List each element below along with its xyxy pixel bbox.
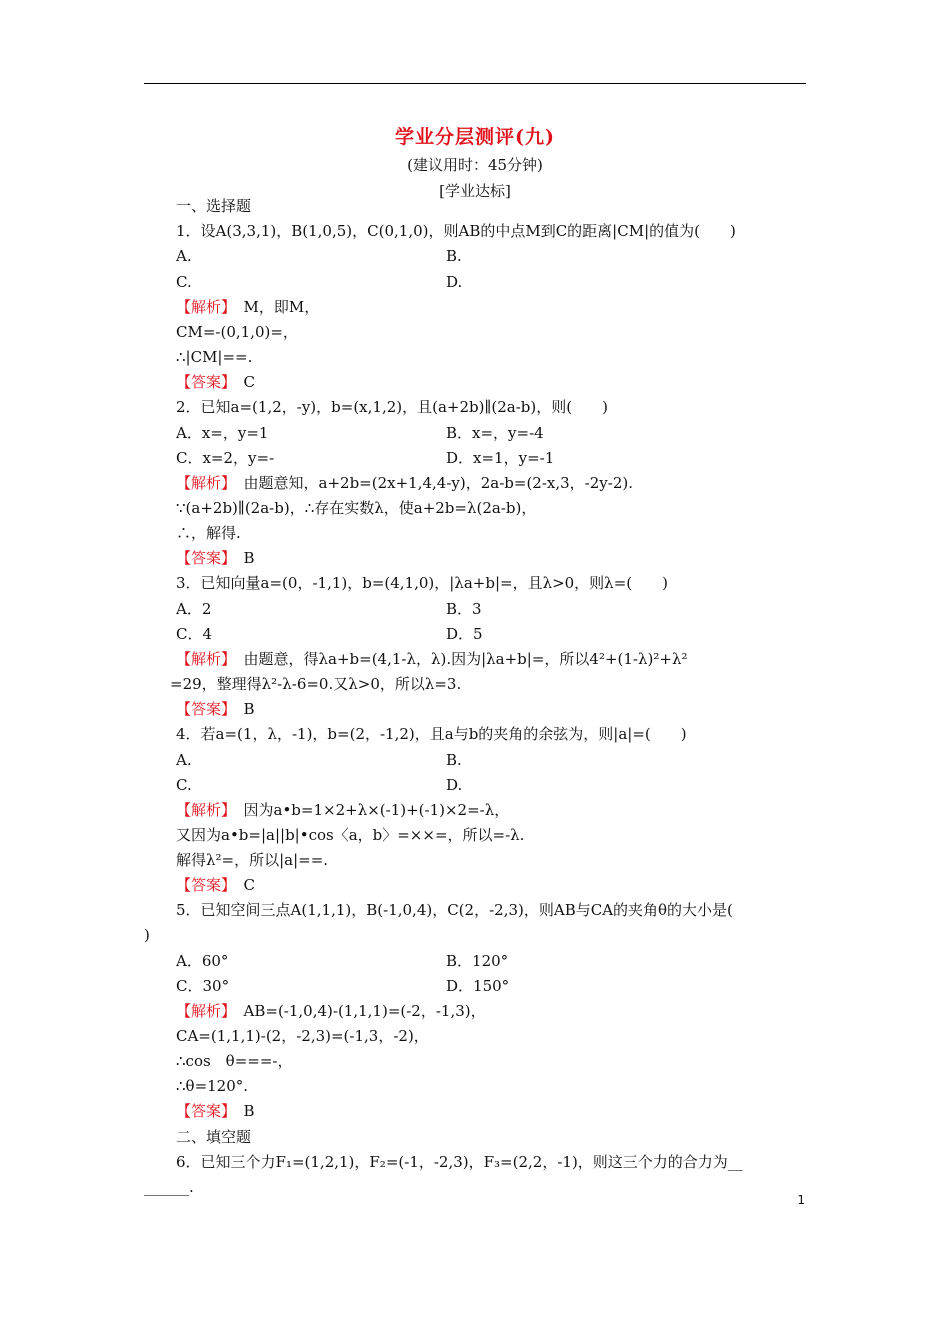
line-text: M，即M， [228,298,320,316]
answer-line [176,800,509,820]
line-text: AB=(-1,0,4)-(1,1,1)=(-2，-1,3)， [228,1002,486,1020]
section-label: [学业达标] [439,182,511,200]
line-text: ∴θ=120°. [176,1077,249,1095]
text-line [176,573,668,593]
line-text: ∴cos θ===-， [176,1052,293,1070]
answer-line [176,699,255,719]
text-line [176,750,192,770]
line-text: C．30° [176,977,230,995]
label-tag: 【解析】 [176,474,229,492]
answer-line [176,875,255,895]
line-text: A. [176,751,192,769]
choice-option: D. [446,776,463,794]
line-text: ∴，解得. [176,524,241,542]
line-text: CA=(1,1,1)-(2，-2,3)=(-1,3，-2)， [176,1027,429,1045]
answer-line [176,473,633,493]
text-line [176,850,328,870]
line-text: B [228,700,255,718]
text-line [176,624,212,644]
line-text: ______. [144,1178,194,1196]
line-text: C．x=2，y=- [176,449,275,467]
text-line [176,775,192,795]
line-text: A. [176,247,192,265]
text-line [176,246,192,266]
text-line [176,599,211,619]
page-title: 学业分层测评(九) [395,126,555,148]
text-line [176,724,687,744]
line-text: 一、选择题 [176,197,252,215]
header-rule [144,83,806,84]
line-text: 二、填空题 [176,1128,252,1146]
line-text: 又因为a•b=|a||b|•cos〈a，b〉=××=，所以=-λ. [176,826,525,844]
line-text: C. [176,776,192,794]
line-text: A．2 [176,600,212,618]
text-line [176,1076,248,1096]
line-text: C [228,876,255,894]
label-tag: 【答案】 [176,549,229,567]
answer-line [176,372,255,392]
line-text: CM=-(0,1,0)=， [176,323,298,341]
line-text: 3．已知向量a=(0，-1,1)，b=(4,1,0)，|λa+b|=，且λ>0，则λ=( ) [176,574,668,592]
text-line [176,196,251,216]
text-line [176,498,536,518]
choice-option: B．3 [446,600,482,618]
text-line [176,221,736,241]
label-tag: 【解析】 [176,1002,229,1020]
choice-option: D．x=1，y=-1 [446,449,555,467]
answer-line [176,1001,486,1021]
text-line [176,1026,429,1046]
choice-option: D．150° [446,977,510,995]
line-text: C. [176,273,192,291]
line-text: 1．设A(3,3,1)，B(1,0,5)，C(0,1,0)，则AB的中点M到C的距离|CM|的值为( ) [176,222,736,240]
line-text: 2．已知a=(1,2，-y)，b=(x,1,2)，且(a+2b)∥(2a-b)，则( ) [176,398,608,416]
text-line [176,347,252,367]
choice-option: D．5 [446,625,483,643]
text-line [176,423,268,443]
line-text: B [228,1102,255,1120]
line-text: B [228,549,255,567]
text-line [176,951,228,971]
text-line [176,1127,251,1147]
line-text: 4．若a=(1，λ，-1)，b=(2，-1,2)，且a与b的夹角的余弦为，则|a|=( ) [176,725,687,743]
page-number: 1 [797,1193,805,1207]
label-tag: 【答案】 [176,1102,229,1120]
choice-option: B．x=，y=-4 [446,424,544,442]
text-line [144,1177,194,1197]
choice-option: B．120° [446,952,509,970]
text-line [176,397,608,417]
text-line [176,272,192,292]
choice-option: B. [446,751,462,769]
choice-option: D. [446,273,463,291]
text-line [176,523,241,543]
label-tag: 【解析】 [176,298,229,316]
label-tag: 【解析】 [176,650,229,668]
line-text: 解得λ²=，所以|a|==. [176,851,329,869]
label-tag: 【答案】 [176,373,229,391]
line-text: ) [144,926,150,944]
line-text: C [228,373,255,391]
suggested-time: (建议用时：45分钟) [407,156,543,174]
text-line [176,322,298,342]
text-line [144,925,150,945]
line-text: ∴|CM|==. [176,348,253,366]
label-tag: 【答案】 [176,700,229,718]
line-text: 由题意，得λa+b=(4,1-λ，λ).因为|λa+b|=，所以4²+(1-λ)²+λ² [228,650,688,668]
line-text: 由题意知，a+2b=(2x+1,4,4-y)，2a-b=(2-x,3，-2y-2). [228,474,634,492]
answer-line [176,649,687,669]
line-text: 因为a•b=1×2+λ×(-1)+(-1)×2=-λ， [228,801,510,819]
line-text: 6．已知三个力F₁=(1,2,1)，F₂=(-1，-2,3)，F₃=(2,2，-1)，则这三个力的合力为__ [176,1153,743,1171]
line-text: A．x=，y=1 [176,424,269,442]
label-tag: 【解析】 [176,801,229,819]
text-line [170,674,461,694]
text-line [176,976,229,996]
text-line [176,1152,743,1172]
line-text: =29，整理得λ²-λ-6=0.又λ>0，所以λ=3. [170,675,462,693]
text-line [176,1051,292,1071]
label-tag: 【答案】 [176,876,229,894]
text-line [176,825,524,845]
line-text: 5．已知空间三点A(1,1,1)，B(-1,0,4)，C(2，-2,3)，则AB与CA的夹角θ的大小是( [176,901,733,919]
line-text: A．60° [176,952,229,970]
answer-line [176,548,255,568]
answer-line [176,1101,255,1121]
answer-line [176,297,319,317]
line-text: ∵(a+2b)∥(2a-b)，∴存在实数λ，使a+2b=λ(2a-b)， [176,499,537,517]
line-text: C．4 [176,625,213,643]
text-line [176,900,733,920]
text-line [176,448,274,468]
choice-option: B. [446,247,462,265]
